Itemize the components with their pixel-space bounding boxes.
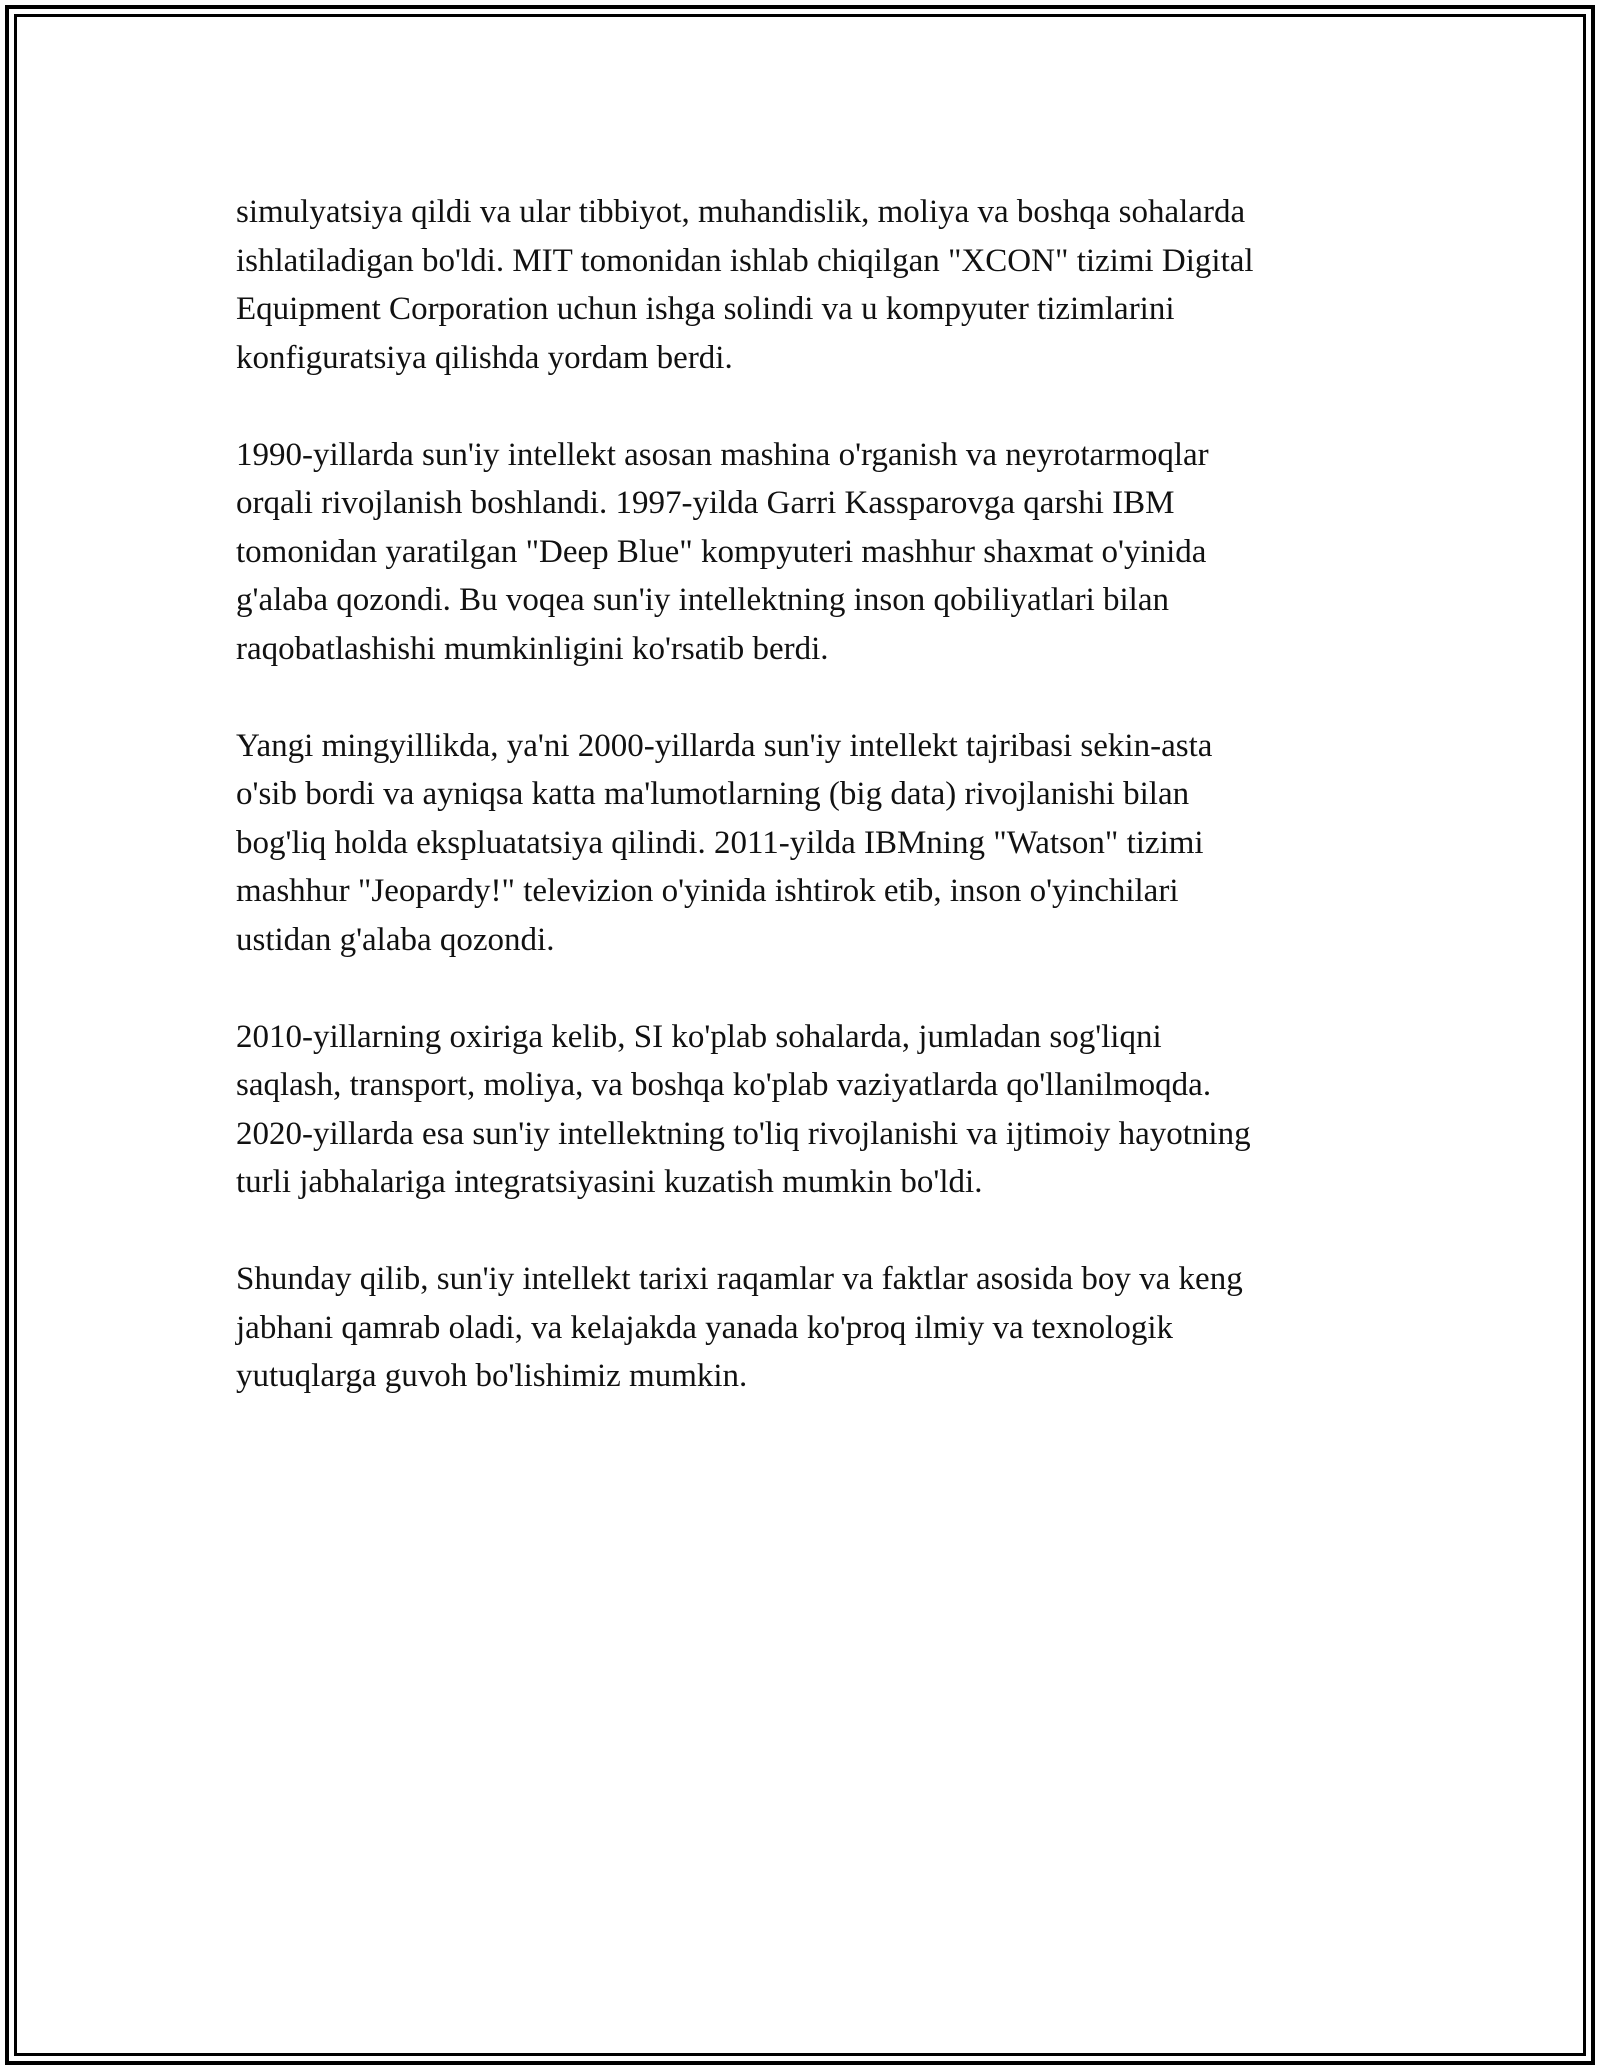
text-line: 2020-yillarda esa sun'iy intellektning to'liq rivojlanishi va ijtimoiy hayotning xyxy=(236,1115,1251,1152)
text-line: 1990-yillarda sun'iy intellekt asosan mashina o'rganish va neyrotarmoqlar xyxy=(236,436,1209,473)
paragraph-1 xyxy=(236,188,1386,382)
text-line: 2010-yillarning oxiriga kelib, SI ko'plab sohalarda, jumladan sog'liqni xyxy=(236,1018,1162,1055)
text-line: turli jabhalariga integratsiyasini kuzatish mumkin bo'ldi. xyxy=(236,1164,983,1200)
text-line: yutuqlarga guvoh bo'lishimiz mumkin. xyxy=(236,1358,748,1394)
text-line: mashhur "Jeopardy!" televizion o'yinida ishtirok etib, inson o'yinchilari xyxy=(236,873,1179,909)
text-line: saqlash, transport, moliya, va boshqa ko'plab vaziyatlarda qo'llanilmoqda. xyxy=(236,1067,1212,1103)
paragraph-3 xyxy=(236,722,1386,965)
text-line: ustidan g'alaba qozondi. xyxy=(236,921,555,958)
paragraph-4 xyxy=(236,1013,1386,1207)
text-line: raqobatlashishi mumkinligini ko'rsatib berdi. xyxy=(236,630,829,667)
text-line: ishlatiladigan bo'ldi. MIT tomonidan ishlab chiqilgan "XCON" tizimi Digital xyxy=(236,242,1254,279)
text-line: bog'liq holda ekspluatatsiya qilindi. 2011-yilda IBMning "Watson" tizimi xyxy=(236,824,1204,861)
text-line: konfiguratsiya qilishda yordam berdi. xyxy=(236,339,733,376)
paragraph-5 xyxy=(236,1255,1386,1401)
paragraph-2 xyxy=(236,431,1386,674)
text-line: orqali rivojlanish boshlandi. 1997-yilda Garri Kassparovga qarshi IBM xyxy=(236,485,1175,521)
text-line: simulyatsiya qildi va ular tibbiyot, muhandislik, moliya va boshqa sohalarda xyxy=(236,194,1246,230)
text-line: Equipment Corporation uchun ishga solindi va u kompyuter tizimlarini xyxy=(236,291,1175,327)
text-line: g'alaba qozondi. Bu voqea sun'iy intellektning inson qobiliyatlari bilan xyxy=(236,582,1169,618)
text-line: tomonidan yaratilgan "Deep Blue" kompyuteri mashhur shaxmat o'yinida xyxy=(236,533,1207,570)
text-line: o'sib bordi va ayniqsa katta ma'lumotlarning (big data) rivojlanishi bilan xyxy=(236,776,1190,812)
text-line: Yangi mingyillikda, ya'ni 2000-yillarda sun'iy intellekt tajribasi sekin-asta xyxy=(236,727,1213,764)
text-line: jabhani qamrab oladi, va kelajakda yanada ko'proq ilmiy va texnologik xyxy=(236,1309,1173,1346)
document-body xyxy=(236,188,1386,1449)
text-line: Shunday qilib, sun'iy intellekt tarixi raqamlar va faktlar asosida boy va keng xyxy=(236,1261,1243,1297)
